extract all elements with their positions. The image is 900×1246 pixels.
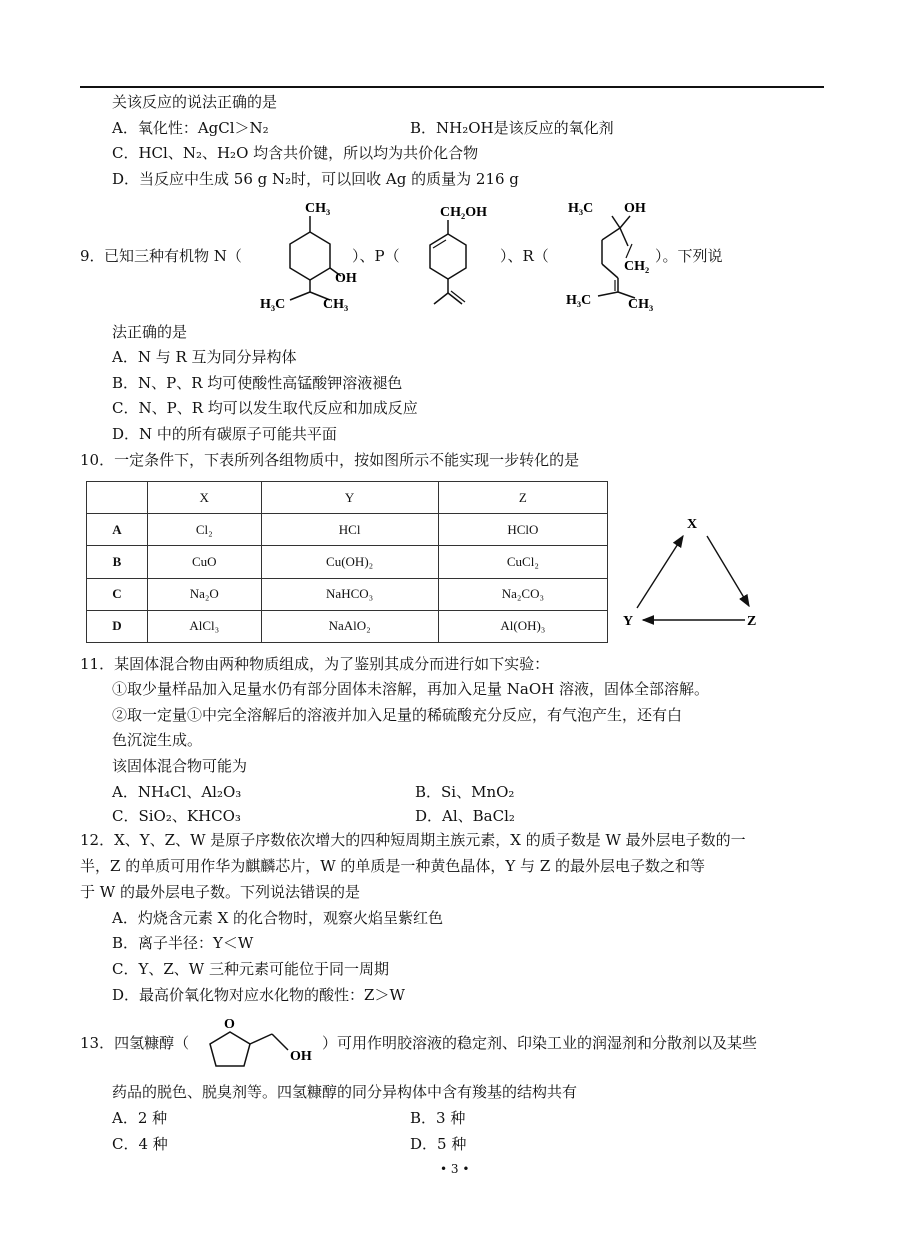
q9-stem-cont: 法正确的是: [112, 323, 188, 341]
n-oh-label: OH: [335, 271, 357, 286]
n-h3c-label: H₃C: [260, 297, 286, 312]
table-header-row: [87, 482, 608, 514]
table-cell: NaAlO₂: [261, 610, 438, 642]
table-cell: HClO: [438, 514, 607, 546]
table-cell: Cu(OH)₂: [261, 546, 438, 578]
structure-p: [410, 196, 510, 316]
q13-option-a: A．2 种: [112, 1109, 168, 1127]
r-ch3-label: CH₃: [628, 297, 654, 312]
page-number: • 3 •: [440, 1162, 470, 1176]
q12-option-a: A．灼烧含元素 X 的化合物时，观察火焰呈紫红色: [112, 909, 444, 927]
table-row: [87, 514, 608, 546]
diagram-y-label: Y: [623, 614, 634, 629]
table-cell: NaHCO₃: [261, 578, 438, 610]
q13-option-b: B．3 种: [410, 1109, 466, 1127]
q9-stem-a: 已知三种有机物 N（: [104, 247, 242, 265]
q8-option-a: A．氧化性：AgCl＞N₂: [112, 119, 269, 137]
q12-stem-2: 半，Z 的单质可用作华为麒麟芯片，W 的单质是一种黄色晶体，Y 与 Z 的最外层电子数之和等: [80, 857, 706, 875]
q12-option-b: B．离子半径：Y＜W: [112, 934, 254, 952]
q11-step-1: ①取少量样品加入足量水仍有部分固体未溶解，再加入足量 NaOH 溶液，固体全部溶解。: [112, 680, 709, 698]
table-cell: AlCl₃: [148, 610, 262, 642]
table-cell: B: [87, 546, 148, 578]
q11-option-d: D．Al、BaCl₂: [415, 807, 515, 825]
q12-stem-1: 12．X、Y、Z、W 是原子序数依次增大的四种短周期主族元素，X 的质子数是 W 最外层电子数的一: [80, 831, 746, 849]
q13-option-c: C．4 种: [112, 1135, 168, 1153]
conversion-diagram: [615, 510, 775, 635]
q8-stem-tail: 关该反应的说法正确的是: [112, 93, 278, 111]
q11-step-2: ②取一定量①中完全溶解后的溶液并加入足量的稀硫酸充分反应，有气泡产生，还有白: [112, 706, 683, 724]
q12-option-c: C．Y、Z、W 三种元素可能位于同一周期: [112, 960, 389, 978]
q9-option-d: D．N 中的所有碳原子可能共平面: [112, 425, 337, 443]
header-rule: [80, 86, 824, 88]
q9-option-b: B．N、P、R 均可使酸性高锰酸钾溶液褪色: [112, 374, 403, 392]
q9-number: 9．: [80, 247, 105, 265]
q12-stem-3: 于 W 的最外层电子数。下列说法错误的是: [80, 883, 360, 901]
table-cell: CuCl₂: [438, 546, 607, 578]
q10-table: [86, 481, 608, 643]
q11-option-b: B．Si、MnO₂: [415, 783, 515, 801]
q8-option-b: B．NH₂OH是该反应的氧化剂: [410, 119, 614, 137]
q9-option-c: C．N、P、R 均可以发生取代反应和加成反应: [112, 399, 418, 417]
table-cell: CuO: [148, 546, 262, 578]
table-row: [87, 546, 608, 578]
q11-option-a: A．NH₄Cl、Al₂O₃: [112, 783, 242, 801]
arrow-y-to-x: [637, 536, 683, 608]
thf-oh-label: OH: [290, 1049, 312, 1064]
structure-n: [255, 196, 355, 316]
q9-option-a: A．N 与 R 互为同分异构体: [112, 348, 297, 366]
thf-o-label: O: [224, 1017, 235, 1032]
q8-option-c: C．HCl、N₂、H₂O 均含共价键，所以均为共价化合物: [112, 144, 479, 162]
table-cell: C: [87, 578, 148, 610]
table-cell: D: [87, 610, 148, 642]
structure-r: [560, 196, 670, 316]
q13-option-d: D．5 种: [410, 1135, 467, 1153]
table-cell: Cl₂: [148, 514, 262, 546]
q11-stem: 11．某固体混合物由两种物质组成，为了鉴别其成分而进行如下实验：: [80, 655, 550, 673]
q8-option-d: D．当反应中生成 56 g N₂时，可以回收 Ag 的质量为 216 g: [112, 170, 519, 188]
table-row: [87, 578, 608, 610]
q9-stem-b: ）、P（: [352, 247, 400, 265]
q11-option-c: C．SiO₂、KHCO₃: [112, 807, 241, 825]
q11-prompt: 该固体混合物可能为: [112, 757, 248, 775]
table-cell: Na₂O: [148, 578, 262, 610]
p-ch2oh-label: CH₂OH: [440, 205, 487, 220]
arrow-x-to-z: [707, 536, 749, 606]
r-ch2-label: CH₂: [624, 259, 650, 274]
q10-stem: 10．一定条件下，下表所列各组物质中，按如图所示不能实现一步转化的是: [80, 451, 580, 469]
table-cell: Y: [261, 482, 438, 514]
n-ch3-label: CH₃: [305, 201, 331, 216]
q13-stem-a: 13．四氢糠醇（: [80, 1034, 190, 1052]
r-h3c-label: H₃C: [568, 201, 594, 216]
table-cell: [87, 482, 148, 514]
table-cell: X: [148, 482, 262, 514]
n-ch3b-label: CH₃: [323, 297, 349, 312]
q13-stem-cont: 药品的脱色、脱臭剂等。四氢糠醇的同分异构体中含有羧基的结构共有: [112, 1083, 578, 1101]
tetrahydrofurfuryl-alcohol-structure: [200, 1014, 320, 1070]
table-cell: A: [87, 514, 148, 546]
table-cell: Al(OH)₃: [438, 610, 607, 642]
diagram-x-label: X: [687, 517, 698, 532]
diagram-z-label: Z: [747, 614, 757, 629]
table-cell: Na₂CO₃: [438, 578, 607, 610]
q12-option-d: D．最高价氧化物对应水化物的酸性：Z＞W: [112, 986, 405, 1004]
q9-stem-d: ）。下列说: [655, 247, 723, 265]
r-h3cb-label: H₃C: [566, 293, 592, 308]
q11-step-2-cont: 色沉淀生成。: [112, 731, 203, 749]
table-cell: Z: [438, 482, 607, 514]
q13-stem-b: ）可用作明胶溶液的稳定剂、印染工业的润湿剂和分散剂以及某些: [322, 1034, 758, 1052]
q9-stem-c: ）、R（: [500, 247, 549, 265]
table-cell: HCl: [261, 514, 438, 546]
r-oh-label: OH: [624, 201, 646, 216]
table-row: [87, 610, 608, 642]
